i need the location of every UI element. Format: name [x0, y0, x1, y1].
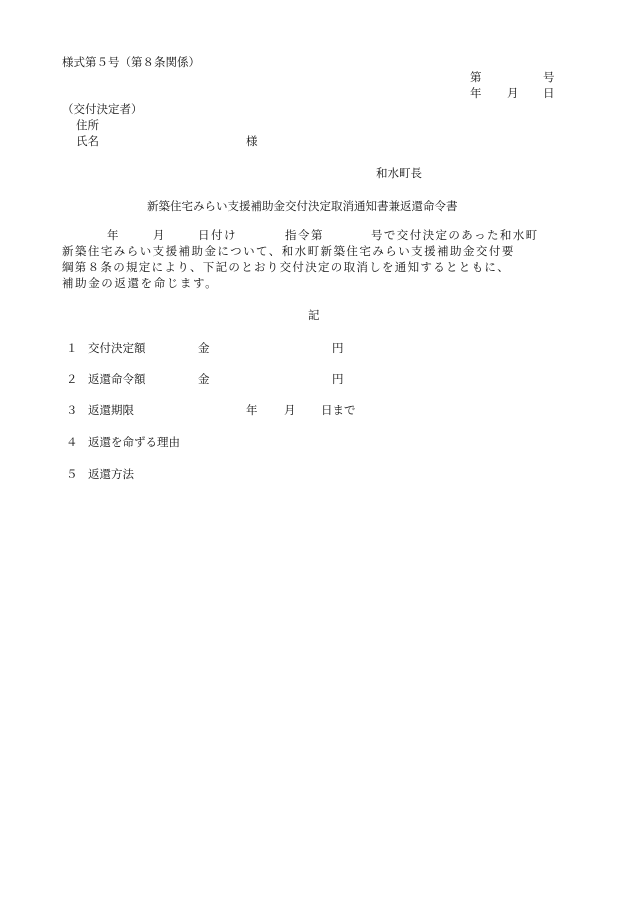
recipient-heading: （交付決定者）: [62, 102, 143, 116]
address-label: 住所: [76, 118, 99, 132]
ki-heading: 記: [308, 308, 320, 322]
item-1-unit: 円: [332, 341, 344, 355]
honorific: 様: [246, 134, 258, 148]
issuer: 和水町長: [376, 166, 422, 180]
body-year: 年: [107, 228, 119, 242]
name-label: 氏名: [76, 134, 99, 148]
body-directive-no: 指令第: [285, 228, 324, 242]
item-3-year: 年: [246, 403, 258, 417]
item-3-until: 日まで: [321, 403, 356, 417]
item-5-label: 返還方法: [88, 467, 134, 481]
document-title: 新築住宅みらい支援補助金交付決定取消通知書兼返還命令書: [147, 199, 458, 213]
item-5-number: ５: [66, 467, 78, 481]
body-day-dated: 日付け: [198, 228, 237, 242]
item-1-currency: 金: [198, 341, 210, 355]
body-line3: 綱第８条の規定により、下記のとおり交付決定の取消しを通知するとともに、: [62, 260, 510, 274]
date-day: 日: [543, 86, 555, 100]
body-month: 月: [153, 228, 165, 242]
item-1-label: 交付決定額: [88, 341, 146, 355]
date-year: 年: [470, 86, 482, 100]
body-line4: 補助金の返還を命じます。: [62, 276, 219, 290]
item-4-label: 返還を命ずる理由: [88, 435, 180, 449]
date-month: 月: [507, 86, 519, 100]
item-3-number: ３: [66, 403, 78, 417]
body-line2: 新築住宅みらい支援補助金について、和水町新築住宅みらい支援補助金交付要: [62, 244, 515, 258]
document-number-prefix: 第: [470, 70, 482, 84]
item-2-unit: 円: [332, 372, 344, 386]
document-number-suffix: 号: [543, 70, 555, 84]
item-2-number: ２: [66, 372, 78, 386]
item-2-currency: 金: [198, 372, 210, 386]
body-line1-text: 号で交付決定のあった和水町: [371, 228, 539, 242]
item-4-number: ４: [66, 435, 78, 449]
item-2-label: 返還命令額: [88, 372, 146, 386]
item-3-month: 月: [284, 403, 296, 417]
form-number: 様式第５号（第８条関係）: [62, 55, 200, 69]
item-3-label: 返還期限: [88, 403, 134, 417]
item-1-number: １: [66, 341, 78, 355]
